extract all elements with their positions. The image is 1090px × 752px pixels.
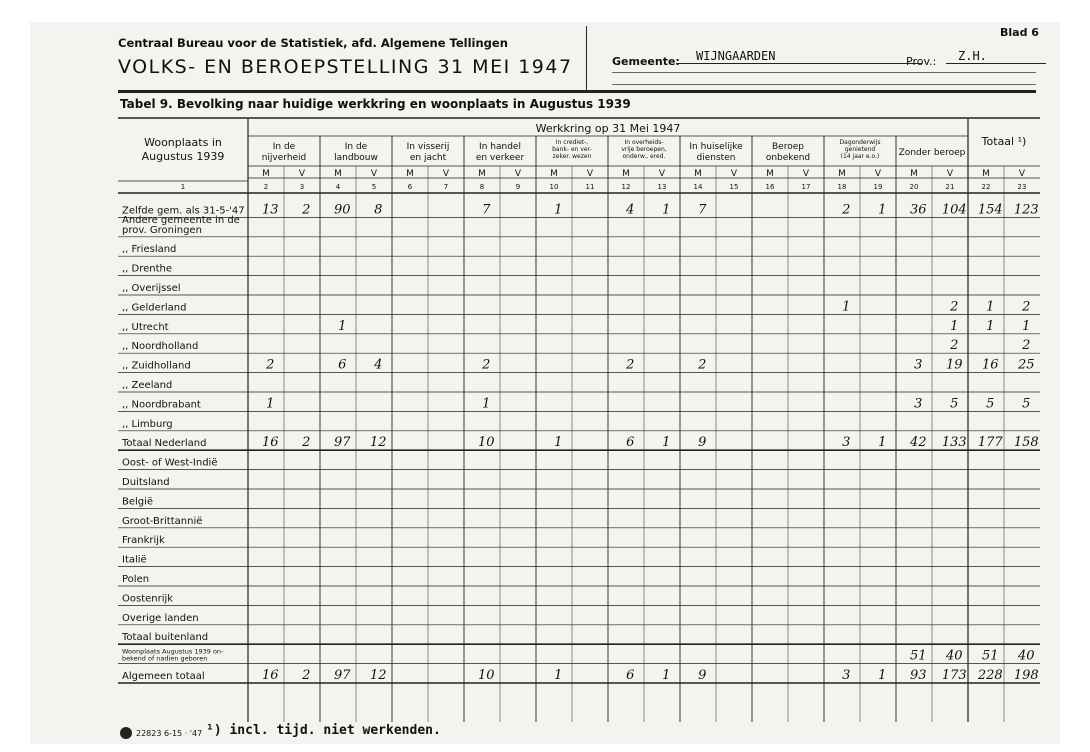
table-cell-value: 16 [262, 668, 279, 683]
stub-header-text: Woonplaats in [144, 136, 222, 149]
row-label: ,, Noordbrabant [122, 399, 201, 411]
table-cell-value: 10 [478, 435, 495, 451]
mv-label: V [370, 169, 378, 179]
table-cell-value: 1 [554, 668, 563, 683]
group-header-text: In crediet-, [555, 139, 589, 146]
table-cell-value: 2 [698, 357, 707, 373]
row-label: Oost- of West-Indië [122, 457, 218, 469]
table-cell-value: 228 [977, 668, 1003, 683]
table-cell-value: 19 [946, 357, 963, 373]
table-cell-value: 4 [626, 202, 635, 218]
row-label: ,, Utrecht [122, 321, 169, 333]
row-label: bekend of nadien geboren [122, 654, 208, 663]
print-code [120, 727, 202, 739]
table-cell-value: 123 [1013, 202, 1039, 218]
table-cell-value: 1 [878, 435, 887, 451]
row-label: Zelfde gem. als 31-5-'47 [122, 205, 245, 217]
group-header-text: landbouw [334, 153, 378, 163]
table-cell-value: 2 [626, 357, 635, 373]
table-cell-value: 16 [262, 435, 279, 451]
row-label: ,, Zeeland [122, 380, 173, 391]
column-number: 17 [801, 183, 811, 191]
column-number: 19 [873, 183, 883, 191]
table-cell-value: 1 [878, 668, 887, 683]
table-cell-value: 7 [698, 202, 707, 218]
column-number: 6 [407, 183, 413, 191]
column-number: 14 [693, 183, 703, 191]
table-cell-value: 2 [482, 357, 491, 373]
table-cell-value: 10 [478, 668, 495, 683]
column-number: 18 [837, 183, 847, 191]
table-cell-value: 97 [334, 668, 351, 683]
row-label: Italië [122, 554, 147, 566]
table-cell-value: 1 [662, 202, 671, 218]
row-label: Polen [122, 574, 150, 585]
column-number: 11 [585, 183, 595, 191]
table-cell-value: 1 [662, 668, 671, 683]
mv-label: V [586, 169, 594, 179]
column-number: 20 [909, 183, 919, 191]
table-cell-value: 2 [302, 435, 311, 451]
table-cell-value: 1 [338, 318, 347, 334]
mv-label: V [874, 169, 882, 179]
table-cell-value: 9 [698, 435, 707, 451]
group-header-text: en verkeer [475, 153, 525, 163]
table-cell-value: 97 [334, 435, 351, 451]
mv-label: M [838, 169, 846, 179]
row-label: Frankrijk [122, 535, 165, 547]
table-cell-value: 177 [977, 435, 1003, 451]
group-header-text: Zonder beroep [898, 148, 966, 158]
mv-label: V [298, 169, 306, 179]
printer-logo-icon [120, 727, 132, 739]
column-number: 3 [299, 183, 305, 191]
mv-label: M [262, 169, 270, 179]
table-cell-value: 42 [910, 435, 927, 451]
group-header-text: onderw., ered. [622, 153, 666, 160]
prov-value: Z.H. [946, 49, 1046, 64]
table-cell-value: 6 [626, 435, 635, 451]
group-header-text: Beroep [772, 142, 804, 152]
table-cell-value: 40 [946, 648, 963, 664]
table-cell-value: 12 [370, 435, 387, 451]
row-label: België [122, 496, 154, 508]
column-number: 8 [479, 183, 485, 191]
column-number: 1 [180, 183, 186, 191]
table-cell-value: 13 [262, 202, 279, 218]
table-cell-value: 93 [910, 668, 927, 683]
gemeente-label: Gemeente: [612, 55, 680, 68]
page-number: Blad 6 [1000, 26, 1039, 39]
table-cell-value: 2 [950, 299, 959, 315]
column-number: 15 [729, 183, 739, 191]
column-number: 4 [335, 183, 341, 191]
group-header-text: nijverheid [261, 153, 307, 163]
table-cell-value: 4 [374, 357, 383, 373]
group-header-text: In de [344, 142, 368, 152]
mv-label: M [550, 169, 558, 179]
table-cell-value: 5 [986, 396, 995, 412]
prov-label: Prov.: [906, 55, 937, 68]
group-header-text: zeker. wezen [552, 153, 592, 160]
mv-label: V [658, 169, 666, 179]
group-header-text: en jacht [409, 153, 447, 163]
mv-label: M [982, 169, 990, 179]
column-number: 13 [657, 183, 667, 191]
table-cell-value: 6 [338, 357, 347, 373]
row-label: ,, Gelderland [122, 302, 187, 314]
print-code-text: 22823 6-15 · '47 [136, 728, 203, 738]
group-header-text: vrije beroepen, [621, 146, 667, 153]
group-header-text: In de [272, 142, 296, 152]
table-cell-value: 1 [1022, 318, 1031, 334]
table-cell-value: 16 [982, 357, 999, 373]
census-title: VOLKS- EN BEROEPSTELLING 31 MEI 1947 [118, 56, 573, 78]
table-cell-value: 2 [266, 357, 275, 373]
table-cell-value: 198 [1013, 668, 1039, 683]
row-label: ,, Zuidholland [122, 360, 191, 372]
bureau-name: Centraal Bureau voor de Statistiek, afd. Algemene Tellingen [118, 36, 508, 50]
table-cell-value: 90 [334, 202, 351, 218]
column-number: 5 [371, 183, 377, 191]
row-label: Groot-Brittannië [122, 515, 203, 527]
column-number: 21 [945, 183, 955, 191]
table-cell-value: 158 [1013, 435, 1039, 451]
row-label: prov. Groningen [122, 224, 202, 236]
table-cell-value: 1 [950, 318, 959, 334]
row-label: Overige landen [122, 612, 199, 624]
table-cell-value: 2 [842, 202, 851, 218]
group-header-text: In huiselijke [689, 142, 743, 152]
table-cell-value: 154 [977, 202, 1003, 218]
table-cell-value: 51 [982, 648, 999, 664]
mv-label: M [766, 169, 774, 179]
table-cell-value: 40 [1018, 648, 1035, 664]
mv-label: V [442, 169, 450, 179]
group-header-text: bank- en ver- [552, 146, 592, 153]
group-header-text: onbekend [765, 153, 811, 163]
row-label: Woonplaats Augustus 1939 on- [122, 647, 224, 656]
group-header-text: diensten [696, 153, 736, 163]
row-label: ,, Limburg [122, 418, 173, 430]
table-cell-value: 1 [482, 396, 491, 412]
table-cell-value: 3 [842, 668, 851, 683]
table-cell-value: 173 [941, 668, 967, 683]
table-cell-value: 1 [986, 318, 995, 334]
stub-header-text: Augustus 1939 [141, 150, 225, 163]
table-cell-value: 1 [554, 202, 563, 218]
row-label: ,, Friesland [122, 244, 177, 256]
table-cell-value: 1 [878, 202, 887, 218]
table-title: Tabel 9. Bevolking naar huidige werkkring en woonplaats in Augustus 1939 [120, 97, 631, 111]
mv-label: V [730, 169, 738, 179]
group-header-text: genietend [844, 146, 876, 153]
table-cell-value: 5 [1022, 396, 1031, 412]
werkkring-header: Werkkring op 31 Mei 1947 [535, 122, 681, 135]
table-cell-value: 5 [950, 396, 959, 412]
table-cell-value: 1 [842, 299, 851, 315]
table-cell-value: 1 [986, 299, 995, 315]
table-cell-value: 51 [910, 648, 927, 664]
column-number: 23 [1017, 183, 1027, 191]
table-cell-value: 1 [554, 435, 563, 451]
table-cell-value: 2 [302, 202, 311, 218]
table-cell-value: 3 [914, 357, 923, 373]
table-cell-value: 1 [662, 435, 671, 451]
table-cell-value: 3 [842, 435, 851, 451]
mv-label: V [946, 169, 954, 179]
mv-label: V [1018, 169, 1026, 179]
row-label: Oostenrijk [122, 593, 174, 605]
row-label: ,, Overijssel [122, 283, 181, 294]
column-number: 16 [765, 183, 775, 191]
footnote: ¹) incl. tijd. niet werkenden. [206, 723, 441, 738]
table-cell-value: 133 [941, 435, 967, 451]
mv-label: M [334, 169, 342, 179]
table-cell-value: 25 [1018, 357, 1035, 373]
group-header-text: In handel [479, 142, 521, 152]
column-number: 2 [263, 183, 269, 191]
mv-label: M [406, 169, 414, 179]
row-label: ,, Drenthe [122, 263, 173, 275]
mv-label: V [514, 169, 522, 179]
column-number: 7 [443, 183, 449, 191]
table-cell-value: 2 [1022, 338, 1031, 354]
row-label: Andere gemeente in de [122, 214, 240, 226]
row-label: Algemeen totaal [122, 671, 205, 682]
table-cell-value: 8 [374, 202, 383, 218]
table-cell-value: 104 [941, 202, 967, 218]
mv-label: M [622, 169, 630, 179]
table-cell-value: 3 [914, 396, 923, 412]
row-label: Totaal buitenland [122, 632, 209, 644]
row-label: Duitsland [122, 477, 170, 488]
group-header-text: In visserij [406, 142, 450, 152]
mv-label: M [694, 169, 702, 179]
mv-label: V [802, 169, 810, 179]
column-number: 9 [515, 183, 521, 191]
group-header-text: (14 jaar e.o.) [840, 153, 880, 160]
column-number: 22 [981, 183, 991, 191]
column-number: 10 [549, 183, 559, 191]
row-label: ,, Noordholland [122, 341, 199, 353]
table-cell-value: 2 [1022, 299, 1031, 315]
totaal-header: Totaal ¹) [981, 135, 1027, 148]
group-header-text: In overheids- [624, 139, 664, 146]
table-cell-value: 2 [302, 668, 311, 683]
table-cell-value: 7 [482, 202, 491, 218]
table-cell-value: 9 [698, 668, 707, 683]
mv-label: M [910, 169, 918, 179]
table-cell-value: 1 [266, 396, 275, 412]
column-number: 12 [621, 183, 631, 191]
table-cell-value: 2 [950, 338, 959, 354]
group-header-text: Dagonderwijs [839, 139, 881, 146]
gemeente-value: WIJNGAARDEN [676, 49, 922, 64]
mv-label: M [478, 169, 486, 179]
table-cell-value: 12 [370, 668, 387, 683]
row-label: Totaal Nederland [122, 438, 207, 450]
table-cell-value: 6 [626, 668, 635, 683]
table-cell-value: 36 [910, 202, 927, 218]
